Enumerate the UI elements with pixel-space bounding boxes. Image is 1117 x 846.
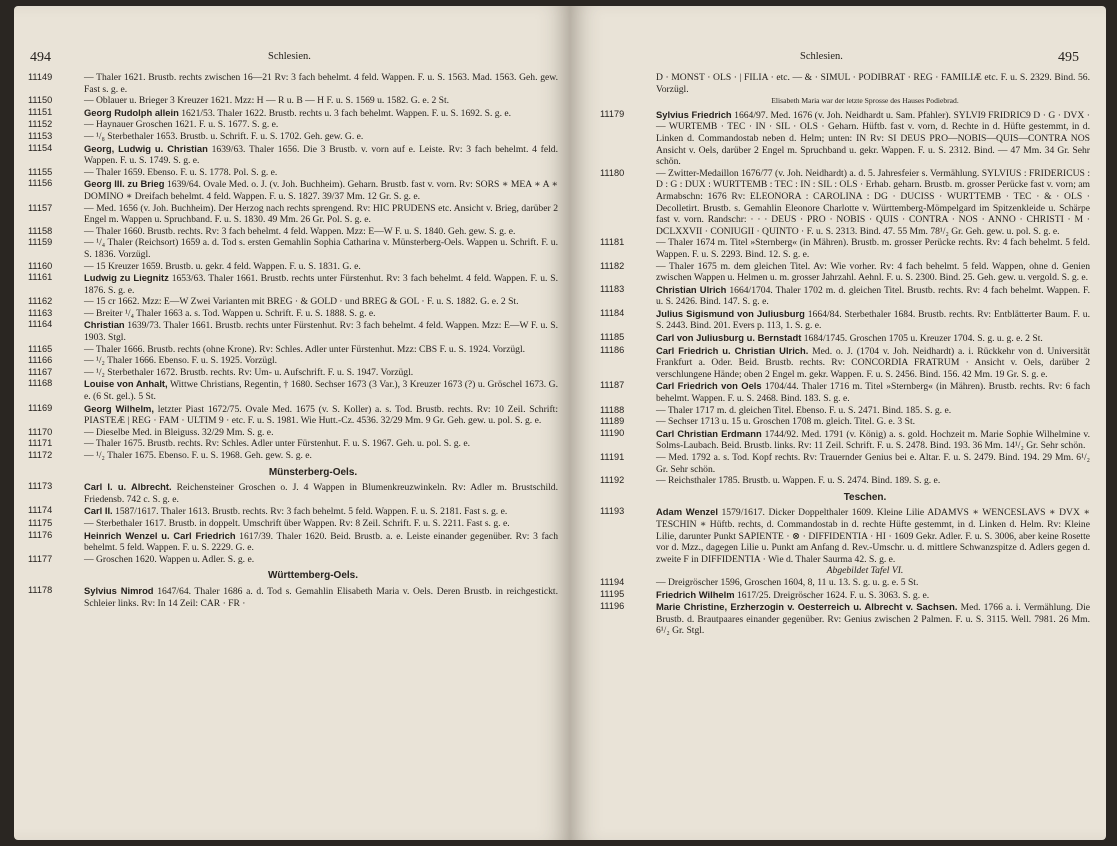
lot-number: 11194 (600, 576, 625, 587)
lot-number: 11176 (28, 529, 53, 540)
catalog-entry (28, 226, 558, 238)
catalog-entry (28, 554, 558, 566)
entry-description: Reichensteiner Groschen o. J. 4 Wappen in Blumenkreuzwinkeln. Rv: Adler m. Brustschild. Friedensb. 742 c. S. g. e. (84, 482, 559, 505)
lot-number: 11170 (28, 426, 53, 437)
catalog-entry (28, 95, 558, 107)
lot-number: 11186 (600, 344, 625, 355)
catalog-entry (600, 237, 1090, 260)
entry-description: — ¹/₂ Thaler 1666. Ebenso. F. u. S. 1925. Vorzügl. (84, 355, 278, 367)
entry-text (656, 577, 1090, 589)
entry-text (84, 518, 558, 530)
catalog-entry (600, 577, 1090, 589)
catalog-entry (600, 452, 1090, 475)
entry-description: 1647/64. Thaler 1686 a. d. Tod s. Gemahlin Elisabeth Maria v. Oels. Deren Brustb. in reichgestickt. Schleier links. Rv: In 14 Zeil: CAR · FR · (84, 585, 558, 609)
entry-description: 1639/63. Thaler 1656. Die 3 Brustb. v. vorn auf e. Leiste. Rv: 3 fach behelmt. 4 feld. Wappen. F. u. S. 1749. S. g. e. (84, 143, 558, 167)
catalog-entry (600, 284, 1090, 308)
lot-number: 11167 (28, 366, 53, 377)
catalog-entry (28, 72, 558, 95)
catalog-entry (28, 237, 558, 260)
catalog-entry (28, 585, 558, 609)
catalog-entry (28, 518, 558, 530)
catalog-entry (28, 403, 558, 427)
entry-description: 1653/63. Thaler 1661. Brustb. rechts unter Fürstenhut. Rv: 3 fach behelmt. 4 feld. Wappen. F. u. S. 1876. S. g. e. (84, 273, 559, 296)
entry-text (656, 284, 1090, 308)
lot-number: 11161 (28, 272, 53, 283)
lot-number: 11173 (28, 481, 53, 492)
entry-description: — Thaler 1666. Brustb. rechts (ohne Krone). Rv: Schles. Adler unter Fürstenhut. Mzz: CBS F. u. S. 1924. Vorzügl. (84, 343, 526, 355)
entry-text (84, 427, 558, 439)
entry-description: — Thaler 1674 m. Titel »Sternberg« (in Mähren). Brustb. m. grosser Perücke rechts. Rv: 4 fach behelmt. 5 feld. Wappen. F. u. S. 2293. Bind. 12. S. g. e. (656, 237, 1090, 260)
lot-number: 11169 (28, 402, 53, 413)
entry-description: — Thaler 1675. Brustb. rechts. Rv: Schles. Adler unter Fürstenhut. F. u. S. 1967. Geh. u. pol. S. g. e. (84, 438, 470, 450)
entry-text (84, 319, 558, 343)
entry-text (84, 95, 558, 107)
entry-description: 1704/44. Thaler 1716 m. Titel »Sternberg« (in Mähren). Brustb. rechts. Rv: 6 fach behelmt. Wappen. F. u. S. 2468. Bind. 183. S. g. e. (656, 381, 1090, 405)
catalog-entry (28, 143, 558, 167)
ruler-name: Georg, Ludwig u. Christian (84, 142, 208, 154)
entry-description: Med. o. J. (1704 v. Joh. Neidhardt) a. i. Rückkehr von d. Universität Frankfurt a. Oder. Beid. Brustb. rechts. Rv: CONCORDIA FRATRUM · Ansicht v. Oels, darüber 2 verschlungene Hände; oben 2 Engel m. gekr. Wappen. F. u. S. 2456. Bind. 156. 42 Mm. 19 Gr. S. g. e. (656, 345, 1091, 380)
lot-number: 11196 (600, 601, 625, 612)
lot-number: 11195 (600, 588, 625, 599)
lot-number: 11193 (600, 506, 625, 517)
lot-number: 11191 (600, 452, 625, 462)
entry-description: 1587/1617. Thaler 1613. Brustb. rechts. Rv: 3 fach behelmt. 5 feld. Wappen. F. u. S. 2181. Fast s. g. e. (115, 506, 508, 518)
entry-description: — ¹/₂ Thaler 1675. Ebenso. F. u. S. 1968. Geh. gew. S. g. e. (84, 450, 312, 461)
entry-description: — Oblauer u. Brieger 3 Kreuzer 1621. Mzz: H — R u. B — H F. u. S. 1569 u. 1582. G. e. 2 St. (84, 95, 450, 107)
running-head: Schlesien. (268, 51, 311, 62)
entry-text (656, 589, 1090, 602)
entry-text (656, 237, 1090, 260)
entry-text (84, 367, 558, 379)
lot-number: 11181 (600, 237, 625, 248)
lot-number: 11168 (28, 378, 53, 389)
entry-description: — Thaler 1621. Brustb. rechts zwischen 16—21 Rv: 3 fach behelmt. 4 feld. Wappen. F. u. S. 1563. Mad. 1563. Geh. gew. Fast s. g. e. (84, 72, 558, 95)
entry-text (84, 505, 558, 518)
entry-text (656, 405, 1090, 417)
lot-number: 11163 (28, 307, 53, 318)
section-heading: Württemberg-Oels. (267, 570, 358, 582)
lot-number: 11187 (600, 380, 625, 391)
ruler-name: Heinrich Wenzel u. Carl Friedrich (84, 529, 236, 541)
entry-text (84, 119, 558, 131)
lot-number: 11183 (600, 283, 625, 294)
lot-number: 11155 (28, 166, 53, 177)
ruler-name: Georg Rudolph allein (84, 106, 179, 118)
lot-number: 11185 (600, 332, 625, 343)
catalog-entry (28, 261, 558, 273)
catalog-entry (600, 506, 1090, 565)
entry-description: 1664/84. Sterbethaler 1684. Brustb. rechts. Rv: Entblätterter Baum. F. u. S. 2443. Bind. 201. Evers p. 113, 1. S. g. e. (656, 308, 1091, 332)
running-head: Schlesien. (800, 51, 843, 62)
page-number: 495 (1058, 50, 1079, 65)
entry-description: — Thaler 1660. Brustb. rechts. Rv: 3 fach behelmt. 4 feld. Wappen. Mzz: E—W F. u. S. 1840. Geh. gew. S. g. e. (84, 225, 516, 237)
ruler-name: Adam Wenzel (656, 506, 718, 518)
lot-number: 11177 (28, 553, 53, 564)
entry-text (84, 438, 558, 450)
catalog-entry (28, 131, 558, 143)
catalog-entry (600, 416, 1090, 428)
catalog-entry (28, 296, 558, 308)
section-heading: Münsterberg-Oels. (268, 466, 358, 478)
entry-text (656, 345, 1090, 381)
entry-description: 1664/97. Med. 1676 (v. Joh. Neidhardt u. Sam. Pfahler). SYLVI9 FRIDRIC9 D · G · DVX · — WURTEMB · TEC · IN · SIL · OLS · Geharn. Hüftb. fast v. vorn, d. Rechte in d. Hüfte gestemmt, in d. Linken d. Commandostab neben d. Helm; unten: IN Rv: SI DEUS PRO—NOBIS—QUIS—CONTRA NOS Ansicht v. Oels, darüber 2 Engel m. Spruchband u. gekr. Wappen. F. u. S. 2312. Bind. — 47 Mm. 34 Gr. Sehr schön. (656, 109, 1090, 168)
ruler-name: Friedrich Wilhelm (656, 588, 735, 600)
entry-text (84, 203, 558, 226)
entry-text (656, 308, 1090, 332)
ruler-name: Ludwig zu Liegnitz (84, 272, 169, 284)
entry-text (84, 378, 558, 402)
catalog-entry (28, 505, 558, 518)
lot-number: 11175 (28, 517, 53, 528)
catalog-entry (28, 427, 558, 439)
entry-text (84, 272, 558, 296)
entry-text (656, 332, 1090, 345)
lot-number: 11166 (28, 355, 53, 366)
lot-number: 11157 (28, 202, 53, 213)
lot-number: 11162 (28, 296, 53, 307)
entry-text (656, 380, 1090, 404)
entry-text (84, 308, 558, 320)
book-spread (14, 6, 1106, 840)
catalog-entry (600, 332, 1090, 345)
lot-number: 11164 (28, 319, 53, 330)
lot-number: 11150 (28, 95, 53, 106)
lot-number: 11179 (600, 108, 625, 119)
ruler-name: Louise von Anhalt, (84, 378, 168, 390)
entries-group (28, 585, 558, 609)
lot-number: 11159 (28, 237, 53, 248)
catalog-entry (600, 405, 1090, 417)
continuation-entry (600, 72, 1090, 95)
ruler-name: Carl Friedrich u. Christian Ulrich. (656, 344, 809, 356)
lot-number: 11189 (600, 416, 625, 427)
entry-description: — 15 cr 1662. Mzz: E—W Zwei Varianten mit BREG · & GOLD · und BREG & GOL · F. u. S. 1882. G. e. 2 St. (84, 296, 519, 308)
entry-description: 1744/92. Med. 1791 (v. König) a. s. gold. Hochzeit m. Marie Sophie Wilhelmine v. Solms-Laubach. Beid. Brustb. links. Rv: 11 Zeil. Schrift. F. u. S. 2478. Bind. 193. 36 Mm. 14¹/₂ Gr. Sehr schön. (656, 428, 1091, 452)
lot-number: 11156 (28, 178, 53, 189)
entry-description: 1617/39. Thaler 1620. Beid. Brustb. a. e. Leiste einander gegenüber. Rv: 3 fach behelmt. 5 feld. Wappen. F. u. S. 2229. G. e. (84, 530, 558, 554)
catalog-column (28, 72, 558, 609)
entries-group (600, 506, 1090, 565)
entry-text (84, 131, 558, 143)
entry-text (84, 585, 558, 609)
catalog-entry (600, 475, 1090, 487)
catalog-entry (28, 450, 558, 462)
lot-number: 11165 (28, 343, 53, 354)
lot-number: 11184 (600, 307, 625, 318)
entry-text (656, 428, 1090, 452)
lot-number: 11178 (28, 584, 53, 595)
catalog-column (600, 72, 1090, 637)
entry-text (656, 416, 1090, 428)
entry-description: 1579/1617. Dicker Doppelthaler 1609. Kleine Lilie ADAMVS ∗ WENCESLAVS ∗ DVX ∗ TESCHIN ∗ Hüftb. rechts, d. Commandostab in d. rechte Hüfte gestemmt, in d. Linken d. Helm. Rv: Kleine Lilie, darunter Punkt SAPIENTE · ⊗ · DIFFIDENTIA · HI · 1609 Gekr. Adler. F. u. S. 3006, aber keine Rosette vor d. Mzz., dagegen Lilie u. Punkt am Anfang d. Rev.-Umschr. u. d. mittlere Schwanzspitze d. Adlers gegen d. zweite F in DIFFIDENTIA · Wie d. Thaler Saurma 42. S. g. e. (656, 507, 1090, 565)
entry-description: — Dreigröscher 1596, Groschen 1604, 8, 11 u. 13. S. g. u. g. e. 5 St. (656, 576, 919, 588)
footnote: Elisabeth Maria war der letzte Sprosse des Hauses Podiebrad. (771, 96, 959, 106)
lot-number: 11192 (600, 475, 625, 486)
catalog-entry (600, 380, 1090, 404)
catalog-entry (28, 438, 558, 450)
ruler-name: Julius Sigismund von Juliusburg (656, 307, 805, 319)
catalog-entry (28, 119, 558, 131)
lot-number: 11188 (600, 404, 625, 415)
entry-description: — Med. 1792 a. s. Tod. Kopf rechts. Rv: Trauernder Genius bei e. Altar. F. u. S. 2479. Bind. 194. 29 Mm. 6¹/₂ Gr. Sehr schön. (656, 452, 1090, 475)
ruler-name: Carl Friedrich von Oels (656, 380, 762, 392)
entry-text (84, 72, 558, 95)
lot-number: 11180 (600, 167, 625, 178)
lot-number: 11182 (600, 260, 625, 271)
catalog-entry (600, 428, 1090, 452)
lot-number: 11174 (28, 505, 53, 516)
catalog-entry (600, 261, 1090, 284)
lot-number: 11171 (28, 438, 53, 449)
catalog-entry (600, 168, 1090, 238)
entry-text (84, 403, 558, 427)
entry-description: Med. 1766 a. i. Vermählung. Die Brustb. d. Brautpaares einander gegenüber. Rv: Genius zwischen 2 Palmen. F. u. S. 3115. Well. 7981. 26 Mm. 6¹/₂ Gr. Stgl. (656, 602, 1090, 637)
catalog-entry (28, 481, 558, 505)
entry-text (656, 475, 1090, 487)
entry-description: — Groschen 1620. Wappen u. Adler. S. g. e. (84, 553, 255, 565)
entries-group (28, 72, 558, 462)
lot-number: 11190 (600, 427, 625, 438)
catalog-entry (28, 344, 558, 356)
ruler-name: Marie Christine, Erzherzogin v. Oesterreich u. Albrecht v. Sachsen. (656, 601, 958, 613)
entry-description: 1664/1704. Thaler 1702 m. d. gleichen Titel. Brustb. rechts. Rv: 4 fach behelmt. Wappen. F. u. S. 2426. Bind. 147. S. g. e. (656, 284, 1090, 308)
catalog-entry (600, 345, 1090, 381)
catalog-entry (600, 589, 1090, 602)
ruler-name: Christian Ulrich (656, 283, 727, 295)
catalog-entry (28, 167, 558, 179)
entry-description: — Thaler 1717 m. d. gleichen Titel. Ebenso. F. u. S. 2471. Bind. 185. S. g. e. (656, 404, 952, 416)
entries-group (28, 481, 558, 565)
catalog-entry (600, 601, 1090, 637)
catalog-entry (600, 109, 1090, 168)
lot-number: 11152 (28, 119, 53, 130)
entry-text (84, 296, 558, 308)
entry-text (84, 344, 558, 356)
ruler-name: Christian (84, 319, 125, 331)
catalog-entry (28, 378, 558, 402)
entry-text (84, 554, 558, 566)
entries-group (600, 109, 1090, 487)
entry-description: letzter Piast 1672/75. Ovale Med. 1675 (v. S. Koller) a. s. Tod. Brustb. rechts. Rv: 10 Zeil. Schrift: PIASTEÆ | REG · FAM · ULTIM 9 · etc. F. u. S. 1981. Wie Hutt.-Cz. 4536. 32/29 Mm. 9 Gr. Geh. gew. u. pol. S. g. e. (84, 403, 558, 427)
entry-description: — Zwitter-Medaillon 1676/77 (v. Joh. Neidhardt) a. d. 5. Jahresfeier s. Vermählung. SYLVIUS : FRIDERICUS : D : G : DUX : WURTTEMB : TEC : IN : SIL : OLS · Erhab. geharn. Brustb. m. grosser Perücke fast v. vorn; am Armabschn: 1676 Rv: ELEONORA : CAROLINA : DG · DUCISS · WURTTEMB · TEC · & · OLS · Decolletirt. Brustb. s. Gemahlin Eleonore Charlotte v. Württemberg-Mömpelgard im Spitzenkleide u. Schärpe fast v. vorn. Randschr: · · · DEUS · PRO · NOBIS · QUIS · CONTRA · NOS · ANNO · CHRISTI · M · DCLXXVII · CONIUGII · QUINTO · F. u. S. 2313. Bind. 47. 55 Mm. 78¹/₂ Gr. Geh. gew. u. pol. S. g. e. (656, 167, 1090, 237)
entry-description: — Haynauer Groschen 1621. F. u. S. 1677. S. g. e. (84, 119, 279, 131)
lot-number: 11154 (28, 142, 53, 153)
lot-number: 11158 (28, 225, 53, 236)
entry-text: D · MONST · OLS · | FILIA · etc. — & · SIMUL · PODIBRAT · REG · FAMILIÆ etc. F. u. S. 2329. Bind. 56. Vorzügl. (656, 72, 1090, 95)
entry-text (656, 261, 1090, 284)
entry-description: — Breiter ¹/₄ Thaler 1663 a. s. Tod. Wappen u. Schrift. F. u. S. 1888. S. g. e. (84, 307, 376, 319)
plate-reference: Abgebildet Tafel VI. (826, 565, 904, 577)
lot-number: 11172 (28, 450, 53, 460)
entry-description: — Med. 1656 (v. Joh. Buchheim). Der Herzog nach rechts sprengend. Rv: HIC PRUDENS etc. Ansicht v. Brieg, darüber 2 Engel m. Wappen u. Spruchband. F. u. S. 1830. 49 Mm. 26 Gr. Pol. S. g. e. (84, 202, 558, 226)
entry-description: — Dieselbe Med. in Bleiguss. 32/29 Mm. S. g. e. (84, 426, 274, 438)
entry-text (84, 107, 558, 120)
section-heading: Teschen. (843, 491, 887, 503)
page-number: 494 (30, 50, 51, 65)
entry-text (84, 178, 558, 202)
entry-text (656, 109, 1090, 168)
entry-text (656, 601, 1090, 637)
entry-description: — Thaler 1659. Ebenso. F. u. S. 1778. Pol. S. g. e. (84, 166, 278, 178)
right-page (570, 6, 1106, 840)
ruler-name: Carl Christian Erdmann (656, 427, 762, 439)
entry-description: — Sterbethaler 1617. Brustb. in doppelt. Umschrift über Wappen. Rv: 8 Zeil. Schrift. F. u. S. 2211. Fast s. g. e. (84, 517, 510, 529)
catalog-entry (28, 272, 558, 296)
catalog-entry (28, 203, 558, 226)
entry-text (84, 226, 558, 238)
catalog-entry (28, 319, 558, 343)
entry-description: Wittwe Christians, Regentin, † 1680. Sechser 1673 (3 Var.), 3 Kreuzer 1673 (?) u. Gröschel 1673. G. e. (6 St. gel.). 5 St. (84, 379, 558, 403)
entry-description: — ¹/₈ Sterbethaler 1653. Brustb. u. Schrift. F. u. S. 1702. Geh. gew. G. e. (84, 130, 364, 142)
entry-description: 1617/25. Dreigröscher 1624. F. u. S. 3063. S. g. e. (736, 589, 930, 601)
ruler-name: Carl I. u. Albrecht. (84, 481, 172, 493)
ruler-name: Sylvius Friedrich (656, 108, 732, 120)
entry-text (84, 450, 558, 462)
entry-text (84, 143, 558, 167)
lot-number: 11153 (28, 130, 53, 141)
entry-text (84, 237, 558, 260)
ruler-name: Carl II. (84, 505, 113, 517)
entry-text (656, 506, 1090, 565)
catalog-entry (28, 178, 558, 202)
entry-description: — Reichsthaler 1785. Brustb. u. Wappen. F. u. S. 2474. Bind. 189. S. g. e. (656, 475, 941, 487)
lot-number: 11149 (28, 72, 53, 82)
catalog-entry (28, 308, 558, 320)
catalog-entry (28, 107, 558, 120)
catalog-entry (600, 308, 1090, 332)
entry-description: 1639/73. Thaler 1661. Brustb. rechts unter Fürstenhut. Rv: 3 fach behelmt. 4 feld. Wappen. Mzz: E—W F. u. S. 1903. Stgl. (84, 320, 558, 344)
catalog-entry (28, 367, 558, 379)
catalog-entry (28, 355, 558, 367)
entry-text (84, 261, 558, 273)
entry-description: 1684/1745. Groschen 1705 u. Kreuzer 1704. S. g. u. g. e. 2 St. (803, 333, 1043, 345)
entry-text (656, 168, 1090, 238)
entries-group (600, 577, 1090, 637)
entry-description: 1639/64. Ovale Med. o. J. (v. Joh. Buchheim). Geharn. Brustb. fast v. vorn. Rv: SORS ∗ MEA ∗ A ∗ DOMINO ∗ Dreifach behelmt. 4 feld. Wappen. F. u. S. 1827. 39/37 Mm. 12 Gr. S. g. e. (84, 179, 558, 202)
entry-description: — ¹/₂ Sterbethaler 1672. Brustb. rechts. Rv: Um- u. Aufschrift. F. u. S. 1947. Vorzügl. (84, 366, 414, 378)
entry-text (656, 452, 1090, 475)
ruler-name: Carl von Juliusburg u. Bernstadt (656, 332, 802, 344)
entry-text (84, 530, 558, 554)
catalog-entry (28, 530, 558, 554)
entry-description: 1621/53. Thaler 1622. Brustb. rechts u. 3 fach behelmt. Wappen. F. u. S. 1692. S. g. e. (181, 107, 512, 119)
entry-text (84, 355, 558, 367)
entry-text (84, 481, 558, 505)
ruler-name: Georg III. zu Brieg (84, 178, 165, 190)
left-page (14, 6, 570, 840)
entry-text (84, 167, 558, 179)
entry-description: — 15 Kreuzer 1659. Brustb. u. gekr. 4 feld. Wappen. F. u. S. 1831. G. e. (84, 260, 361, 272)
ruler-name: Sylvius Nimrod (84, 584, 154, 596)
lot-number: 11160 (28, 260, 53, 271)
entry-description: — Sechser 1713 u. 15 u. Groschen 1708 m. gleich. Titel. G. e. 3 St. (656, 416, 916, 428)
entry-description: — Thaler 1675 m. dem gleichen Titel. Av: Wie vorher. Rv: 4 fach behelmt. 5 feld. Wappen, ohne d. Genien zwischen Wappen u. Helmen u. m. grosser Jahrzahl. Aehnl. F. u. S. 2300. Bind. 25. Geh. gew. u. vergold. S. g. e. (656, 260, 1090, 284)
ruler-name: Georg Wilhelm, (84, 402, 155, 414)
lot-number: 11151 (28, 106, 53, 117)
entry-description: — ¹/₄ Thaler (Reichsort) 1659 a. d. Tod s. ersten Gemahlin Sophia Catharina v. Münsterberg-Oels. Wappen u. Schrift. F. u. S. 1836. Vorzügl. (84, 237, 558, 260)
